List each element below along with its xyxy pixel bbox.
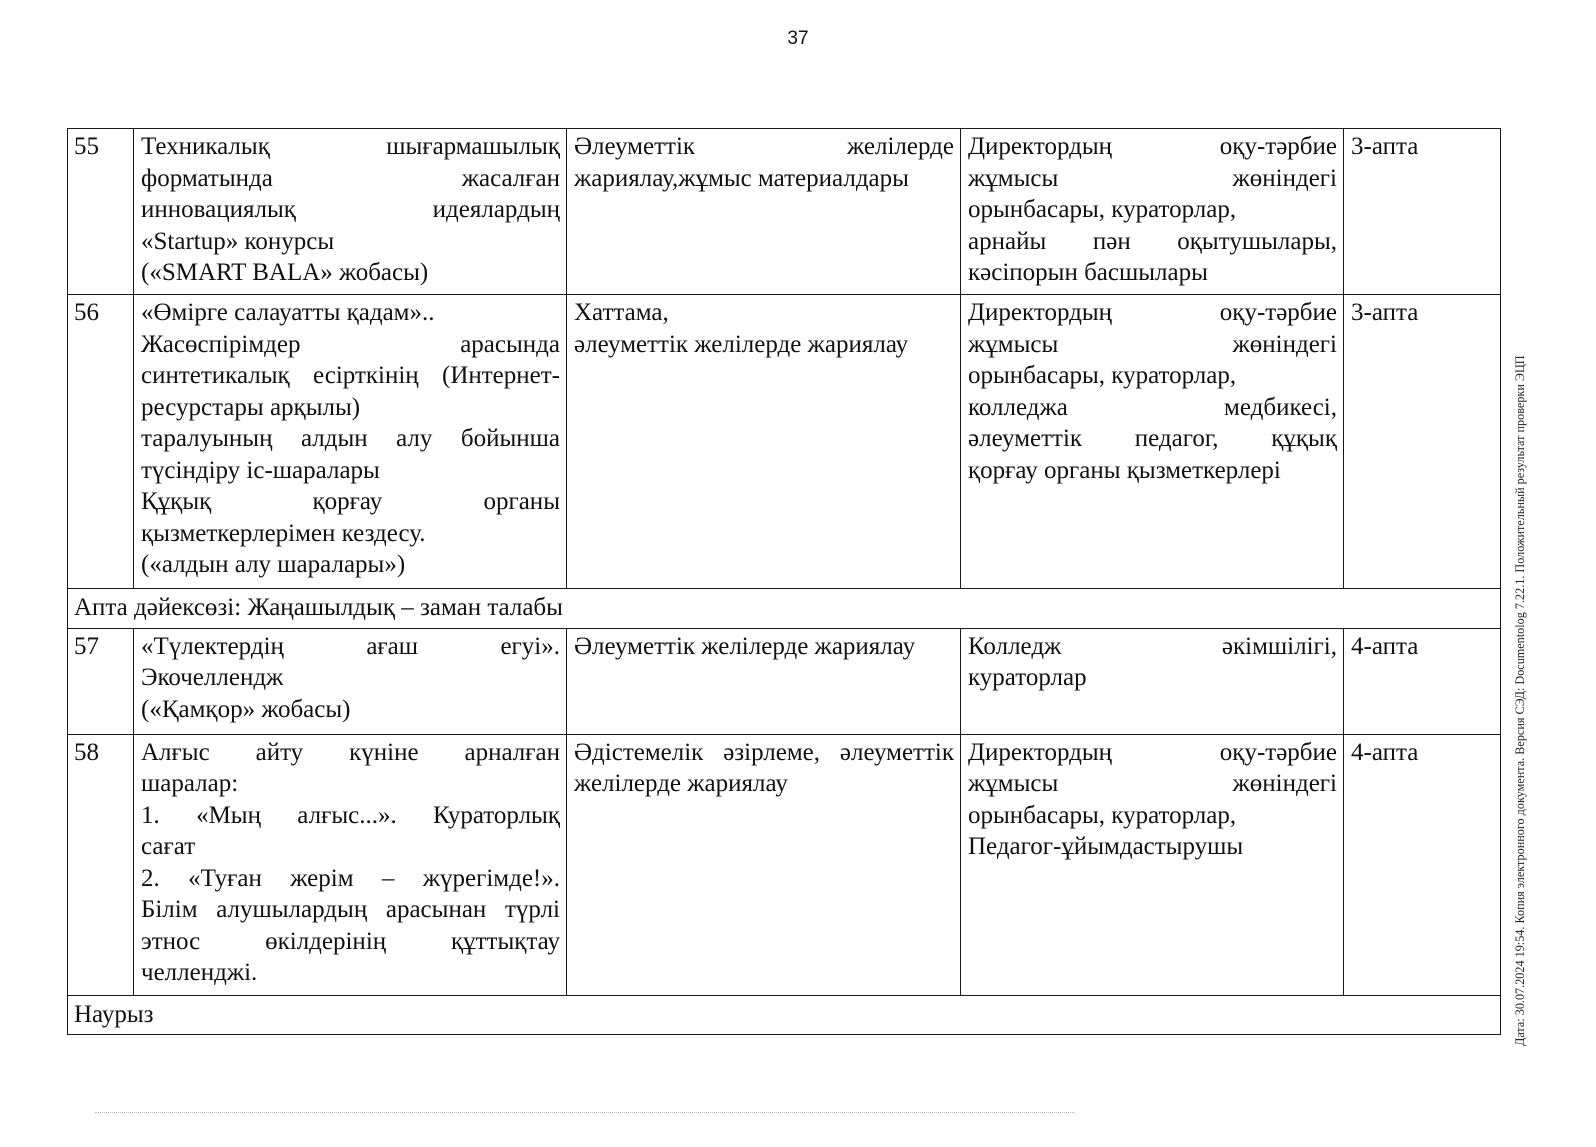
cell-line: ресурстары арқылы) bbox=[141, 393, 361, 421]
cell-line: орынбасары, кураторлар, bbox=[968, 196, 1237, 223]
table-row bbox=[68, 628, 1501, 734]
cell-line: қызметкерлерімен кездесу. bbox=[141, 519, 426, 547]
event-cell bbox=[134, 734, 567, 995]
cell-line: 2. «Туған жерім – жүрегімде!». bbox=[141, 864, 560, 892]
cell-line: Директордың оқу-тәрбие bbox=[968, 738, 1337, 766]
term-cell: 3-апта bbox=[1344, 295, 1501, 589]
cell-line: кураторлар bbox=[968, 664, 1087, 691]
table-row bbox=[68, 129, 1501, 295]
responsible-cell bbox=[961, 734, 1344, 995]
cell-line: кәсіпорын басшылары bbox=[968, 259, 1208, 286]
month-row bbox=[68, 995, 1501, 1035]
cell-line: Білім алушылардың арасынан түрлі bbox=[141, 896, 560, 923]
cell-line: («SMART BALA» жобасы) bbox=[141, 259, 429, 286]
row-number: 56 bbox=[68, 295, 134, 589]
cell-line: орынбасары, кураторлар, bbox=[968, 801, 1237, 829]
edoc-stamp: Дата: 30.07.2024 19:54. Копия электронного документа. Версия СЭД: Documentolog 7.22.1. Положительный результат проверки ЭЦП bbox=[1513, 355, 1527, 1046]
cell-line: инновациялық идеялардың bbox=[141, 196, 560, 223]
event-cell bbox=[134, 129, 567, 295]
format-cell bbox=[567, 295, 961, 589]
cell-line: жұмысы жөніндегі bbox=[968, 330, 1337, 358]
responsible-cell bbox=[961, 295, 1344, 589]
cell-line: 1. «Мың алғыс...». Кураторлық bbox=[141, 801, 560, 829]
cell-line: Директордың оқу-тәрбие bbox=[968, 133, 1337, 160]
table-row bbox=[68, 295, 1501, 589]
cell-line: этнос өкілдерінің құттықтау bbox=[141, 927, 560, 955]
cell-line: жұмысы жөніндегі bbox=[968, 164, 1337, 192]
cell-line: Колледж әкімшілігі, bbox=[968, 632, 1337, 660]
cell-line: түсіндіру іс-шаралары bbox=[141, 456, 380, 484]
cell-line: желілерде жариялау bbox=[574, 770, 788, 797]
cell-line: Алғыс айту күніне арналған bbox=[141, 738, 560, 766]
format-cell bbox=[567, 734, 961, 995]
responsible-cell bbox=[961, 129, 1344, 295]
cell-line: әлеуметтік педагог, құқық bbox=[968, 425, 1337, 452]
week-quote-row bbox=[68, 589, 1501, 629]
cell-line: әлеуметтік желілерде жариялау bbox=[574, 330, 909, 358]
cell-line: таралуының алдын алу бойынша bbox=[141, 425, 560, 452]
cell-line: Педагог-ұйымдастырушы bbox=[968, 833, 1244, 860]
cell-line: Жасөспірімдер арасында bbox=[141, 330, 560, 358]
month-heading: Наурыз bbox=[68, 995, 1501, 1035]
cell-line: шаралар: bbox=[141, 770, 239, 797]
cell-line: Әлеуметтік желілерде жариялау bbox=[574, 632, 916, 660]
cell-line: Техникалық шығармашылық bbox=[141, 133, 560, 160]
cell-line: синтетикалық есірткінің (Интернет- bbox=[141, 362, 560, 389]
plan-table bbox=[67, 128, 1501, 1035]
format-cell bbox=[567, 129, 961, 295]
term-cell: 4-апта bbox=[1344, 628, 1501, 734]
term-cell: 3-апта bbox=[1344, 129, 1501, 295]
cell-line: челленджі. bbox=[141, 959, 258, 986]
responsible-cell bbox=[961, 628, 1344, 734]
cell-line: Құқық қорғау органы bbox=[141, 488, 560, 515]
cell-line: («Қамқор» жобасы) bbox=[141, 695, 351, 723]
cell-line: «Түлектердің ағаш егуі». bbox=[141, 632, 560, 660]
week-quote: Апта дәйексөзі: Жаңашылдық – заман талабы bbox=[68, 589, 1501, 629]
event-cell bbox=[134, 295, 567, 589]
cell-line: қорғау органы қызметкерлері bbox=[968, 456, 1281, 484]
row-number: 58 bbox=[68, 734, 134, 995]
cell-line: Экочеллендж bbox=[141, 664, 284, 691]
cell-line: Әдістемелік әзірлеме, әлеуметтік bbox=[574, 738, 954, 766]
cell-line: «Өмірге салауатты қадам».. bbox=[141, 299, 435, 326]
cell-line: («алдын алу шаралары») bbox=[141, 551, 406, 578]
cell-line: Хаттама, bbox=[574, 299, 669, 326]
cell-line: жариялау,жұмыс материалдары bbox=[574, 164, 909, 192]
cell-line: колледжа медбикесі, bbox=[968, 393, 1337, 421]
table-row bbox=[68, 734, 1501, 995]
cell-line: «Startup» конурсы bbox=[141, 227, 335, 255]
cell-line: орынбасары, кураторлар, bbox=[968, 362, 1237, 389]
cell-line: форматында жасалған bbox=[141, 164, 560, 192]
cell-line: жұмысы жөніндегі bbox=[968, 770, 1337, 797]
term-cell: 4-апта bbox=[1344, 734, 1501, 995]
cell-line: Әлеуметтік желілерде bbox=[574, 133, 954, 160]
row-number: 57 bbox=[68, 628, 134, 734]
cell-line: Директордың оқу-тәрбие bbox=[968, 299, 1337, 326]
event-cell bbox=[134, 628, 567, 734]
scan-artifact-line bbox=[95, 1112, 1075, 1117]
page-number: 37 bbox=[787, 28, 809, 49]
row-number: 55 bbox=[68, 129, 134, 295]
cell-line: арнайы пән оқытушылары, bbox=[968, 227, 1337, 255]
cell-line: сағат bbox=[141, 833, 196, 860]
format-cell bbox=[567, 628, 961, 734]
